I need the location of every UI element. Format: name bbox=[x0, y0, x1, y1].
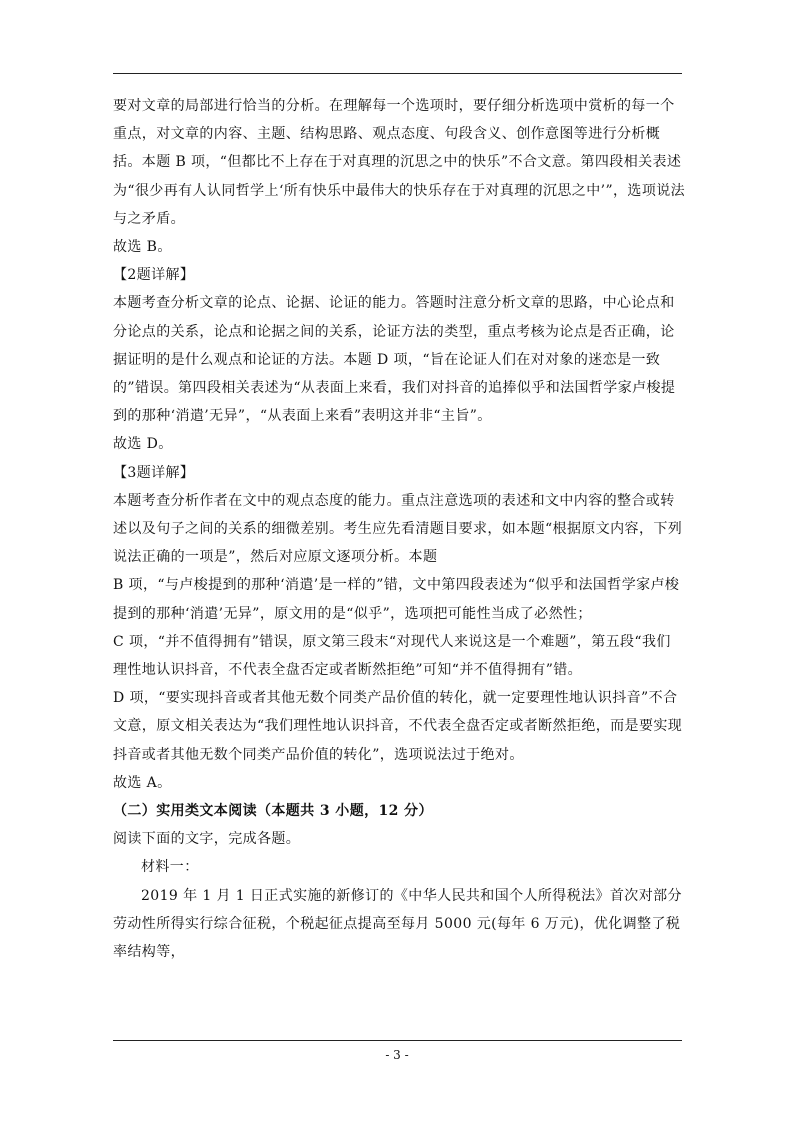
paragraph-option-d: D 项，“要实现抖音或者其他无数个同类产品价值的转化，就一定要理性地认识抖音”不合文意，原文相关表达为“我们理性地认识抖音，不代表全盘否定或者断然拒绝，而是要实现抖音或者其他无数个同类产品价值的转化”，选项说法过于绝对。 bbox=[113, 690, 683, 763]
instruction-text: 阅读下面的文字，完成各题。 bbox=[113, 831, 301, 848]
answer-q2: 故选 D。 bbox=[113, 436, 173, 453]
answer-q3: 故选 A。 bbox=[113, 774, 172, 791]
paragraph-option-c: C 项，“并不值得拥有”错误，原文第三段末“对现代人来说这是一个难题”，第五段“我们理性地认识抖音，不代表全盘否定或者断然拒绝”可知“并不值得拥有”错。 bbox=[113, 633, 671, 679]
material-one-label: 材料一： bbox=[141, 859, 199, 876]
paragraph-q3-analysis: 本题考查分析作者在文中的观点态度的能力。重点注意选项的表述和文中内容的整合或转述以及句子之间的关系的细微差别。考生应先看清题目要求，如本题“根据原文内容，下列说法正确的一项是”，然后对应原文逐项分析。本题 bbox=[113, 492, 683, 566]
material-one-text: 2019 年 1 月 1 日正式实施的新修订的《中华人民共和国个人所得税法》首次对部分劳动性所得实行综合征税，个税起征点提高至每月 5000 元(每年 6 万元)，优化调整了税率结构等， bbox=[113, 887, 682, 961]
heading-q3-detail: 【3题详解】 bbox=[113, 464, 195, 481]
paragraph-q2-analysis: 本题考查分析文章的论点、论据、论证的能力。答题时注意分析文章的思路，中心论点和分论点的关系，论点和论据之间的关系，论证方法的类型，重点考核为论点是否正确，论据证明的是什么观点和论证的方法。本题 D 项，“旨在论证人们在对对象的迷恋是一致的”错误。第四段相关表述为“从表面上来看，我们对抖音的追捧似乎和法国哲学家卢梭提到的那种‘消遣’无异”，“从表面上来看”表明这并非“主旨”。 bbox=[113, 295, 676, 425]
paragraph-analysis-continued: 要对文章的局部进行恰当的分析。在理解每一个选项时，要仔细分析选项中赏析的每一个重点，对文章的内容、主题、结构思路、观点态度、句段含义、创作意图等进行分析概括。本题 B 项，“但都比不上存在于对真理的沉思之中的快乐”不合文意。第四段相关表述为“很少再有人认同哲学上‘所有快乐中最伟大的快乐存在于对真理的沉思之中’”，选项说法与之矛盾。 bbox=[113, 98, 686, 227]
heading-q2-detail: 【2题详解】 bbox=[113, 267, 195, 284]
answer-q1: 故选 B。 bbox=[113, 239, 172, 256]
paragraph-option-b: B 项，“与卢梭提到的那种‘消遣’是一样的”错，文中第四段表述为“似乎和法国哲学家卢梭提到的那种‘消遣’无异”，原文用的是“似乎”，选项把可能性当成了必然性； bbox=[113, 577, 680, 622]
section-heading-practical-reading: （二）实用类文本阅读（本题共 3 小题，12 分） bbox=[113, 803, 433, 820]
footer-rule bbox=[113, 1040, 682, 1041]
page-body bbox=[113, 92, 685, 966]
header-rule bbox=[113, 73, 682, 74]
page-number: - 3 - bbox=[385, 1048, 409, 1062]
